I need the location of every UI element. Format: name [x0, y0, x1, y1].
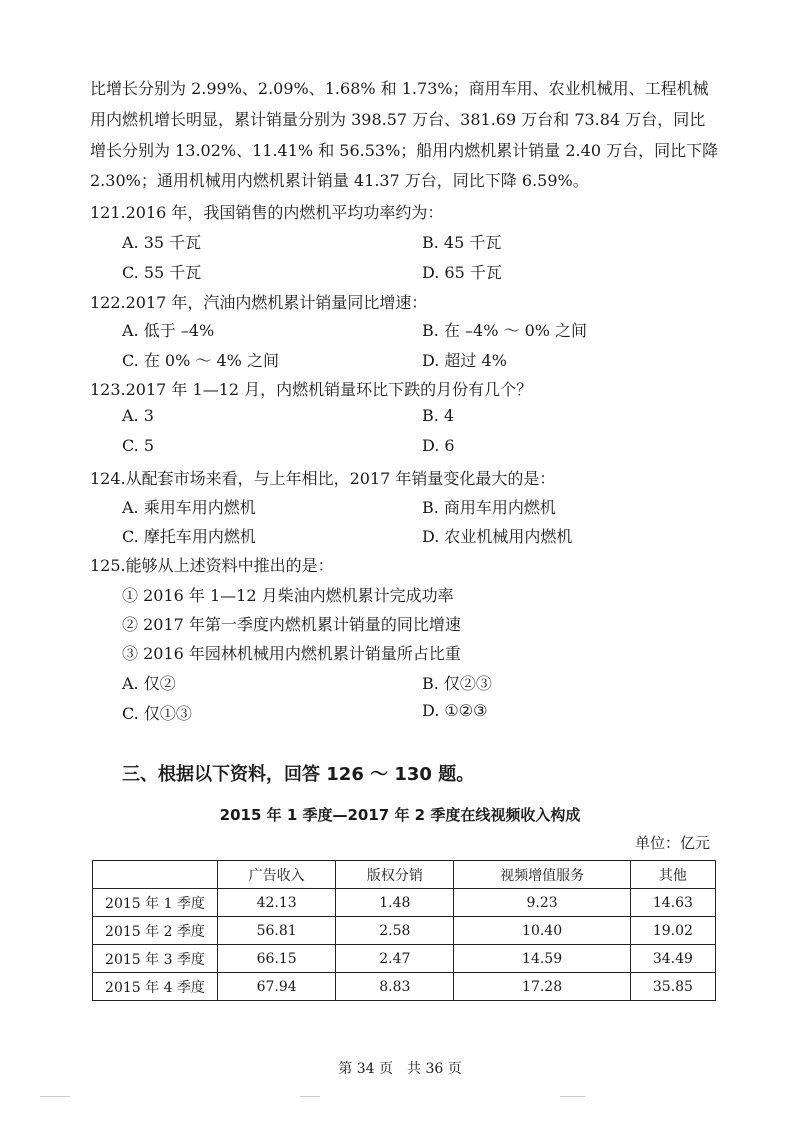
table-row: [93, 973, 716, 1001]
table-header-cell: [93, 861, 218, 889]
scan-artifact: [40, 1096, 70, 1097]
table-header-cell: 版权分销: [336, 861, 454, 889]
table-header-row: [93, 861, 716, 889]
table-cell: 8.83: [336, 973, 454, 1001]
table-cell: 2.47: [336, 945, 454, 973]
option-125-b: B. 仅②③: [422, 674, 492, 693]
table-cell: 19.02: [630, 917, 715, 945]
table-cell: 42.13: [218, 889, 336, 917]
table-cell: 34.49: [630, 945, 715, 973]
statement-125-3: ③ 2016 年园林机械用内燃机累计销量所占比重: [122, 644, 461, 663]
option-123-c: C. 5: [122, 436, 155, 455]
table-row: [93, 917, 716, 945]
question-121-stem: 121.2016 年，我国销售的内燃机平均功率约为：: [90, 203, 444, 222]
table-cell: 14.63: [630, 889, 715, 917]
option-124-b: B. 商用车用内燃机: [422, 498, 556, 517]
section-title: 三、根据以下资料，回答 126 ～ 130 题。: [122, 764, 475, 785]
table-cell: 9.23: [454, 889, 630, 917]
option-124-a: A. 乘用车用内燃机: [122, 498, 256, 517]
option-121-c: C. 55 千瓦: [122, 263, 202, 282]
table-cell: 2.58: [336, 917, 454, 945]
intro-line: 增长分别为 13.02%、11.41% 和 56.53%；船用内燃机累计销量 2.40 万台，同比下降: [90, 141, 719, 160]
option-125-d: D. ①②③: [422, 701, 488, 720]
statement-125-1: ① 2016 年 1—12 月柴油内燃机累计完成功率: [122, 586, 454, 605]
table-row: [93, 889, 716, 917]
question-125-stem: 125.能够从上述资料中推出的是：: [90, 556, 334, 575]
table-header-cell: 广告收入: [218, 861, 336, 889]
table-cell: 17.28: [454, 973, 630, 1001]
option-125-a: A. 仅②: [122, 674, 176, 693]
option-123-d: D. 6: [422, 436, 455, 455]
question-124-stem: 124.从配套市场来看，与上年相比，2017 年销量变化最大的是：: [90, 469, 556, 488]
table-cell: 56.81: [218, 917, 336, 945]
intro-line: 2.30%；通用机械用内燃机累计销量 41.37 万台，同比下降 6.59%。: [90, 171, 589, 190]
table-title: 2015 年 1 季度—2017 年 2 季度在线视频收入构成: [219, 806, 581, 824]
table-cell: 2015 年 1 季度: [93, 889, 218, 917]
option-123-b: B. 4: [422, 406, 455, 425]
option-122-b: B. 在 –4% ～ 0% 之间: [422, 321, 588, 340]
page-footer: 第 34 页 共 36 页: [338, 1061, 462, 1077]
option-121-a: A. 35 千瓦: [122, 233, 202, 252]
table-cell: 2015 年 3 季度: [93, 945, 218, 973]
table-cell: 35.85: [630, 973, 715, 1001]
table-cell: 2015 年 2 季度: [93, 917, 218, 945]
option-125-c: C. 仅①③: [122, 704, 192, 723]
table-header-cell: 其他: [630, 861, 715, 889]
option-122-c: C. 在 0% ～ 4% 之间: [122, 351, 279, 370]
question-123-stem: 123.2017 年 1—12 月，内燃机销量环比下跌的月份有几个？: [90, 380, 533, 399]
option-122-d: D. 超过 4%: [422, 351, 507, 370]
table-cell: 66.15: [218, 945, 336, 973]
scan-artifact: [300, 1096, 320, 1097]
table-cell: 1.48: [336, 889, 454, 917]
table-cell: 14.59: [454, 945, 630, 973]
revenue-table: [92, 860, 716, 1001]
table-header-cell: 视频增值服务: [454, 861, 630, 889]
statement-125-2: ② 2017 年第一季度内燃机累计销量的同比增速: [122, 615, 461, 634]
table-cell: 10.40: [454, 917, 630, 945]
option-122-a: A. 低于 –4%: [122, 321, 215, 340]
intro-line: 用内燃机增长明显，累计销量分别为 398.57 万台、381.69 万台和 73.84 万台，同比: [90, 110, 706, 129]
table-cell: 2015 年 4 季度: [93, 973, 218, 1001]
option-121-d: D. 65 千瓦: [422, 263, 502, 282]
question-122-stem: 122.2017 年，汽油内燃机累计销量同比增速：: [90, 293, 428, 312]
option-124-d: D. 农业机械用内燃机: [422, 527, 573, 546]
unit-label: 单位：亿元: [634, 834, 710, 852]
intro-line: 比增长分别为 2.99%、2.09%、1.68% 和 1.73%；商用车用、农业机械用、工程机械: [90, 79, 709, 98]
table-row: [93, 945, 716, 973]
table-cell: 67.94: [218, 973, 336, 1001]
option-121-b: B. 45 千瓦: [422, 233, 502, 252]
scan-artifact: [560, 1096, 585, 1097]
option-123-a: A. 3: [122, 406, 154, 425]
option-124-c: C. 摩托车用内燃机: [122, 527, 256, 546]
